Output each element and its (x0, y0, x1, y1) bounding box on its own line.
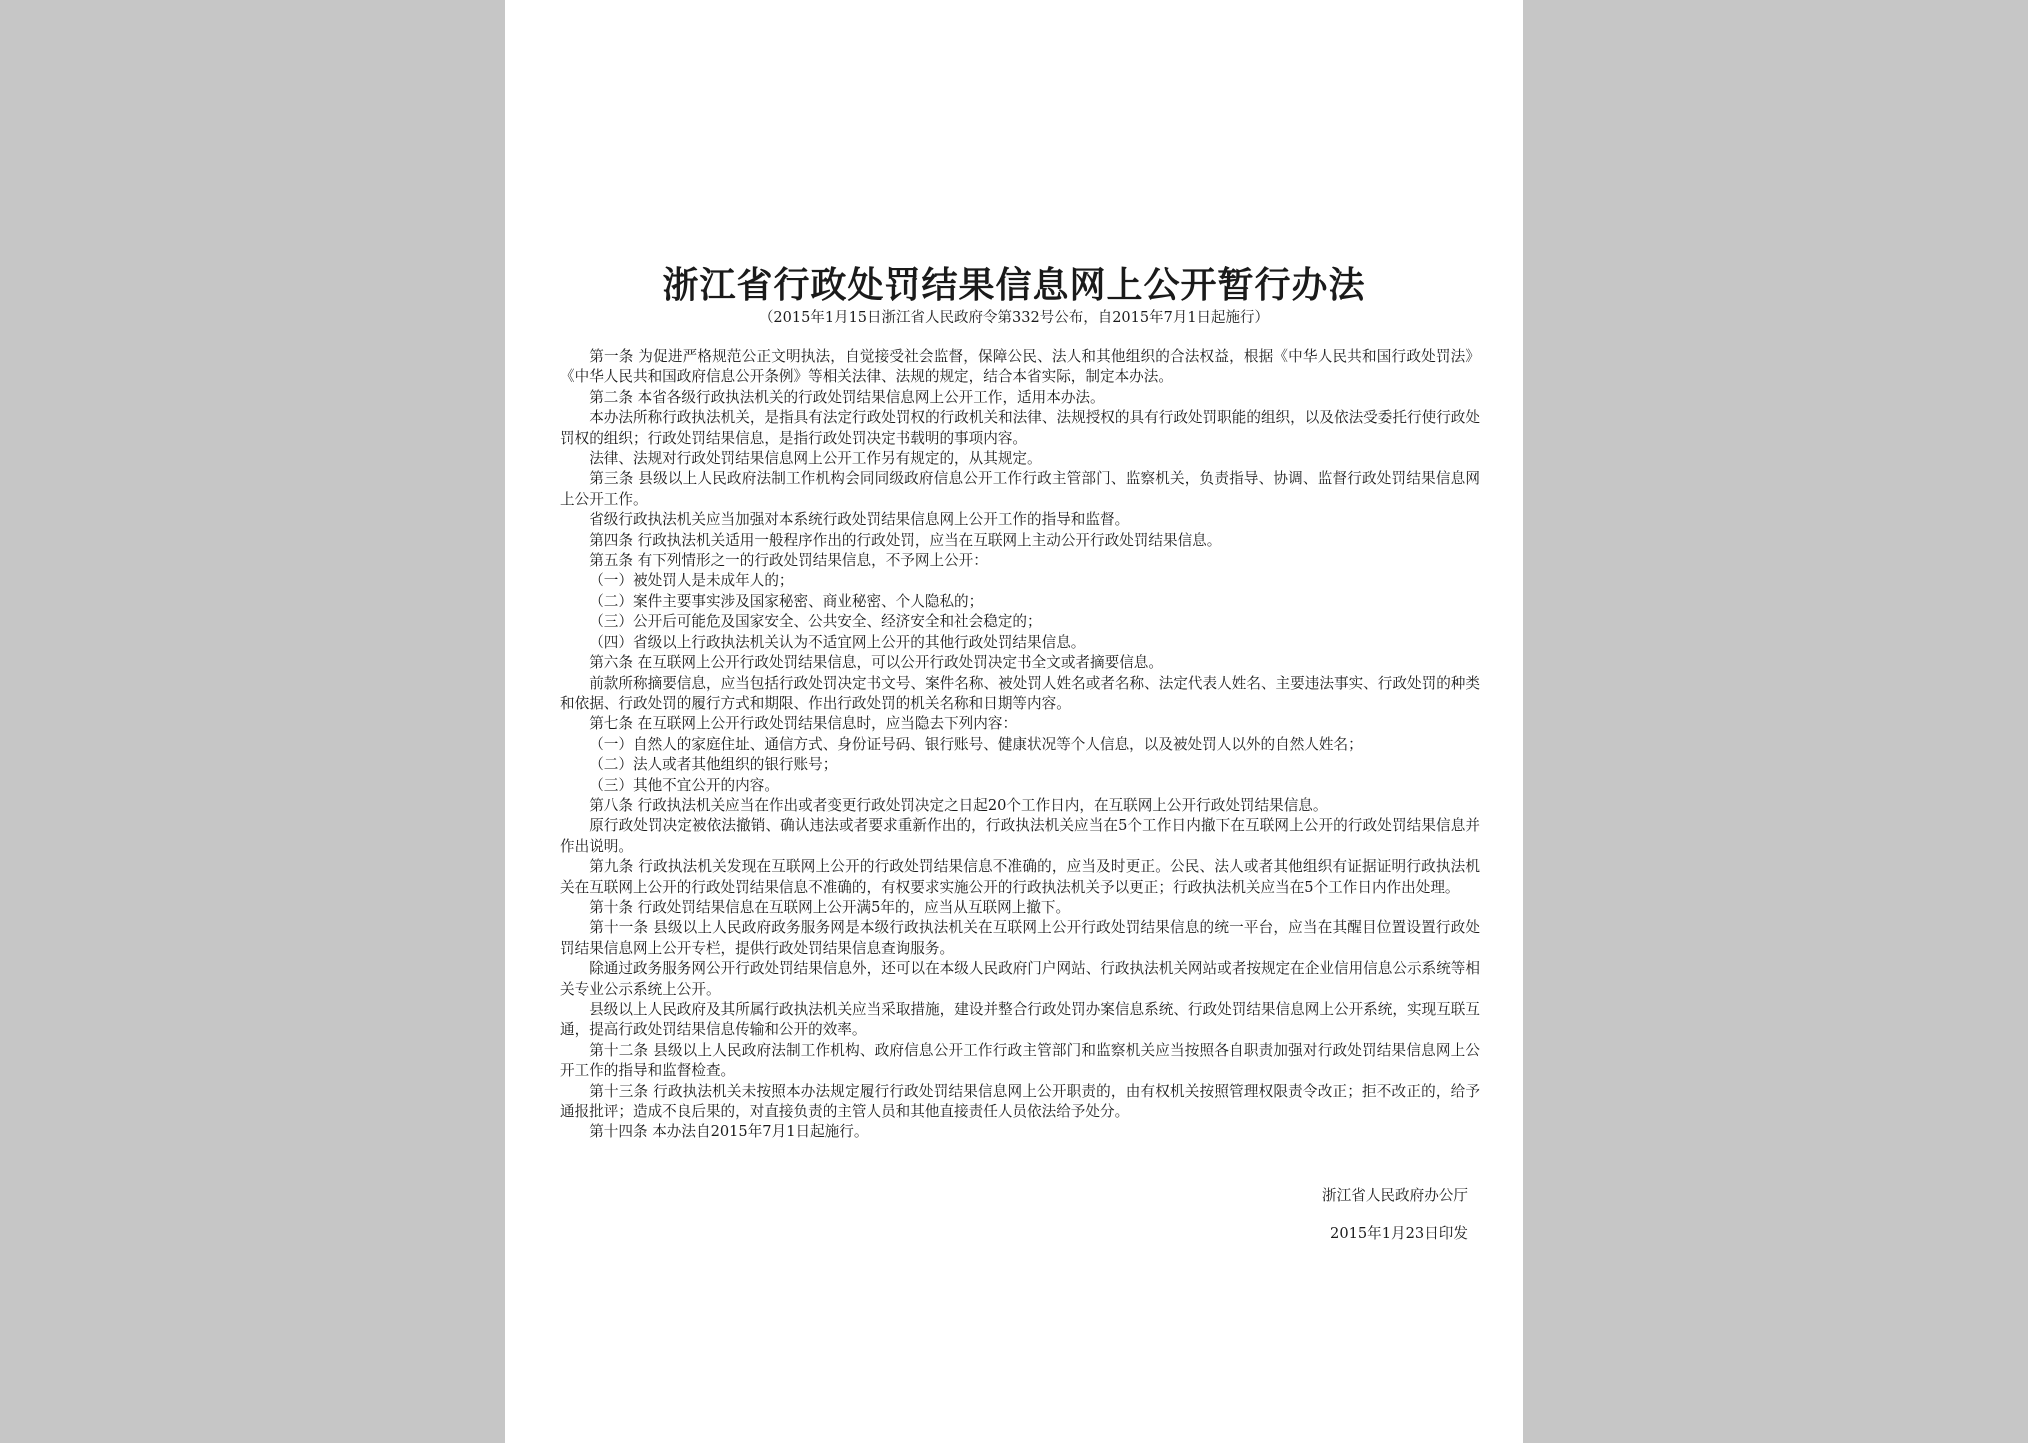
document-body (560, 347, 1480, 1143)
article-7-item-2: （二）法人或者其他组织的银行账号； (589, 756, 838, 774)
article-3-para-2: 省级行政执法机关应当加强对本系统行政处罚结果信息网上公开工作的指导和监督。 (589, 511, 1130, 529)
article-2: 第二条 本省各级行政执法机关的行政处罚结果信息网上公开工作，适用本办法。 (589, 388, 1105, 406)
issuer-signature: 浙江省人民政府办公厅 (1322, 1187, 1468, 1204)
article-13: 第十三条 行政执法机关未按照本办法规定履行行政处罚结果信息网上公开职责的，由有权机关按照管理权限责令改正；拒不改正的，给予通报批评；造成不良后果的，对直接负责的主管人员和其他直接责任人员依法给予处分。 (560, 1082, 1480, 1121)
article-14: 第十四条 本办法自2015年7月1日起施行。 (589, 1123, 869, 1141)
article-11-para-3: 县级以上人民政府及其所属行政执法机关应当采取措施，建设并整合行政处罚办案信息系统、行政处罚结果信息网上公开系统，实现互联互通，提高行政处罚结果信息传输和公开的效率。 (560, 1001, 1480, 1039)
article-2-para-3: 法律、法规对行政处罚结果信息网上公开工作另有规定的，从其规定。 (589, 450, 1042, 468)
document-page (505, 0, 1523, 1443)
article-6-para-2: 前款所称摘要信息，应当包括行政处罚决定书文号、案件名称、被处罚人姓名或者名称、法定代表人姓名、主要违法事实、行政处罚的种类和依据、行政处罚的履行方式和期限、作出行政处罚的机关名称和日期等内容。 (560, 674, 1480, 712)
article-1: 第一条 为促进严格规范公正文明执法，自觉接受社会监督，保障公民、法人和其他组织的合法权益，根据《中华人民共和国行政处罚法》《中华人民共和国政府信息公开条例》等相关法律、法规的规定，结合本省实际，制定本办法。 (560, 348, 1480, 386)
article-7-item-1: （一）自然人的家庭住址、通信方式、身份证号码、银行账号、健康状况等个人信息，以及被处罚人以外的自然人姓名； (589, 735, 1363, 753)
article-6: 第六条 在互联网上公开行政处罚结果信息，可以公开行政处罚决定书全文或者摘要信息。 (589, 654, 1163, 672)
article-10: 第十条 行政处罚结果信息在互联网上公开满5年的，应当从互联网上撤下。 (589, 898, 1071, 916)
article-5-item-4: （四）省级以上行政执法机关认为不适宜网上公开的其他行政处罚结果信息。 (589, 633, 1086, 651)
article-8: 第八条 行政执法机关应当在作出或者变更行政处罚决定之日起20个工作日内，在互联网上公开行政处罚结果信息。 (589, 796, 1328, 814)
article-11-para-2: 除通过政务服务网公开行政处罚结果信息外，还可以在本级人民政府门户网站、行政执法机关网站或者按规定在企业信用信息公示系统等相关专业公示系统上公开。 (560, 960, 1480, 998)
article-9: 第九条 行政执法机关发现在互联网上公开的行政处罚结果信息不准确的，应当及时更正。公民、法人或者其他组织有证据证明行政执法机关在互联网上公开的行政处罚结果信息不准确的，有权要求实施公开的行政执法机关予以更正；行政执法机关应当在5个工作日内作出处理。 (560, 858, 1480, 896)
article-7-item-3: （三）其他不宜公开的内容。 (589, 776, 779, 794)
article-3: 第三条 县级以上人民政府法制工作机构会同同级政府信息公开工作行政主管部门、监察机关，负责指导、协调、监督行政处罚结果信息网上公开工作。 (560, 470, 1480, 508)
article-5-item-2: （二）案件主要事实涉及国家秘密、商业秘密、个人隐私的； (589, 592, 984, 610)
article-11: 第十一条 县级以上人民政府政务服务网是本级行政执法机关在互联网上公开行政处罚结果信息的统一平台，应当在其醒目位置设置行政处罚结果信息网上公开专栏，提供行政处罚结果信息查询服务。 (560, 919, 1480, 957)
article-4: 第四条 行政执法机关适用一般程序作出的行政处罚，应当在互联网上主动公开行政处罚结果信息。 (589, 531, 1222, 549)
article-12: 第十二条 县级以上人民政府法制工作机构、政府信息公开工作行政主管部门和监察机关应当按照各自职责加强对行政处罚结果信息网上公开工作的指导和监督检查。 (560, 1041, 1480, 1080)
document-subtitle: （2015年1月15日浙江省人民政府令第332号公布，自2015年7月1日起施行） (758, 310, 1270, 326)
article-5-item-3: （三）公开后可能危及国家安全、公共安全、经济安全和社会稳定的； (589, 613, 1042, 631)
article-8-para-2: 原行政处罚决定被依法撤销、确认违法或者要求重新作出的，行政执法机关应当在5个工作日内撤下在互联网上公开的行政处罚结果信息并作出说明。 (560, 817, 1480, 855)
document-title: 浙江省行政处罚结果信息网上公开暂行办法 (662, 264, 1366, 306)
article-5-item-1: （一）被处罚人是未成年人的； (589, 572, 794, 590)
article-2-para-2: 本办法所称行政执法机关，是指具有法定行政处罚权的行政机关和法律、法规授权的具有行政处罚职能的组织，以及依法受委托行使行政处罚权的组织；行政处罚结果信息，是指行政处罚决定书载明的事项内容。 (560, 409, 1480, 447)
print-date: 2015年1月23日印发 (1330, 1225, 1468, 1242)
article-7: 第七条 在互联网上公开行政处罚结果信息时，应当隐去下列内容： (589, 715, 1018, 733)
article-5: 第五条 有下列情形之一的行政处罚结果信息，不予网上公开： (589, 552, 988, 570)
